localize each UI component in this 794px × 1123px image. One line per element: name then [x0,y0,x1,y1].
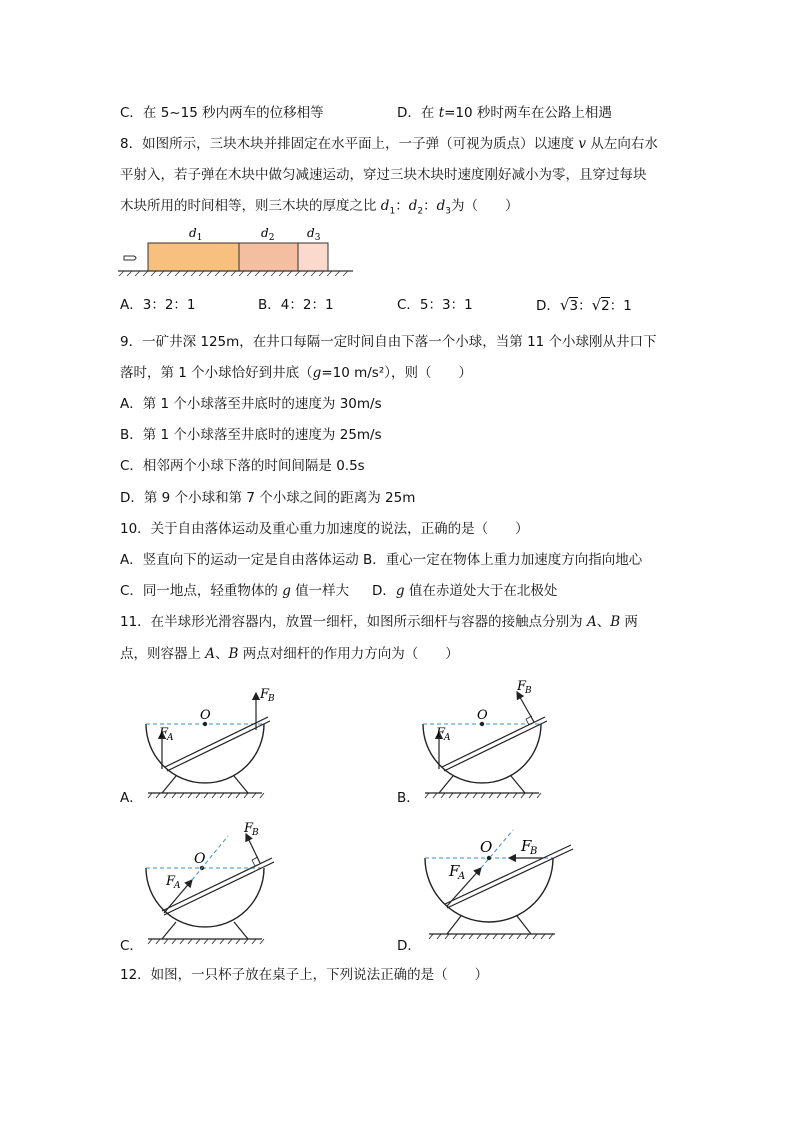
q8-option-d: D．√3：√2：1 [536,296,632,314]
q11-option-d-label: D． [397,938,421,954]
svg-text:F: F [449,862,460,880]
q10-stem: 10．关于自由落体运动及重心重力加速度的说法，正确的是（ ） [120,521,529,537]
svg-text:F: F [166,874,176,889]
q9-option-c: C．相邻两个小球下落的时间间隔是 0.5s [120,458,365,474]
q11-figure-d [417,818,587,950]
q10-options-ab: A．竖直向下的运动一定是自由落体运动 B．重心一定在物体上重力加速度方向指向地心 [120,552,643,568]
q8-stem-line1: 8．如图所示，三块木块并排固定在水平面上，一子弹（可视为质点）以速度 v 从左向右水 [120,136,658,152]
q8-option-b: B．4：2：1 [258,297,334,313]
q9-stem-line1: 9．一矿井深 125m，在井口每隔一定时间自由下落一个小球，当第 11 个小球刚从井口下 [120,334,657,350]
svg-text:F: F [260,687,270,702]
block-d3 [298,243,328,271]
svg-text:B: B [525,686,532,696]
q11-figure-c [140,818,300,950]
svg-text:F: F [521,837,532,855]
q11-figure-b [417,680,577,804]
q11-option-b-label: B． [397,790,420,806]
block-d2 [239,243,298,271]
svg-text:O: O [480,838,493,856]
svg-text:A: A [167,733,174,743]
svg-text:F: F [436,726,446,741]
svg-text:F: F [244,821,254,836]
label-d3: $d_3$ [307,226,321,243]
label-d1: $d_1$ [189,226,203,243]
svg-text:B: B [268,694,275,704]
svg-text:B: B [252,828,259,838]
q9-stem-line2: 落时，第 1 个小球恰好到井底（g=10 m/s²），则（ ） [120,365,473,381]
q7-option-c: C．在 5~15 秒内两车的位移相等 [120,105,324,121]
q9-option-d: D．第 9 个小球和第 7 个小球之间的距离为 25m [120,490,416,506]
q8-option-a: A．3：2：1 [120,297,196,313]
q8-blocks-figure [118,222,358,280]
q10-option-d: D．g 值在赤道处大于在北极处 [372,583,558,599]
block-d1 [148,243,239,271]
q8-stem-line3: 木块所用的时间相等，则三木块的厚度之比 $d_1$：$d_2$：$d_3$为（ ） [120,198,519,217]
q10-option-c: C．同一地点，轻重物体的 g 值一样大 [120,583,350,599]
svg-text:B: B [530,846,538,857]
svg-text:A: A [174,881,181,891]
label-d2: $d_2$ [261,226,275,243]
q9-option-b: B．第 1 个小球落至井底时的速度为 25m/s [120,427,382,443]
q11-stem-line2: 点，则容器上 A、B 两点对细杆的作用力方向为（ ） [120,646,459,662]
q11-option-a-label: A． [120,790,143,806]
svg-text:O: O [200,708,211,723]
q11-figure-a [140,680,300,804]
svg-text:F: F [159,726,169,741]
svg-text:F: F [517,679,527,694]
svg-text:A: A [458,871,466,882]
svg-text:A: A [444,733,451,743]
svg-text:O: O [194,851,206,867]
q8-stem-line2: 平射入，若子弹在木块中做匀减速运动，穿过三块木块时速度刚好减小为零，且穿过每块 [120,167,647,183]
svg-text:O: O [477,708,488,723]
q9-option-a: A．第 1 个小球落至井底时的速度为 30m/s [120,396,382,412]
q12-stem: 12．如图，一只杯子放在桌子上，下列说法正确的是（ ） [120,967,489,983]
q8-option-c: C．5：3：1 [397,297,473,313]
q7-option-d: D．在 t=10 秒时两车在公路上相遇 [397,105,612,121]
q11-option-c-label: C． [120,938,143,954]
q11-stem-line1: 11．在半球形光滑容器内，放置一细杆，如图所示细杆与容器的接触点分别为 A、B 两 [120,614,638,630]
bullet-icon [124,256,136,260]
